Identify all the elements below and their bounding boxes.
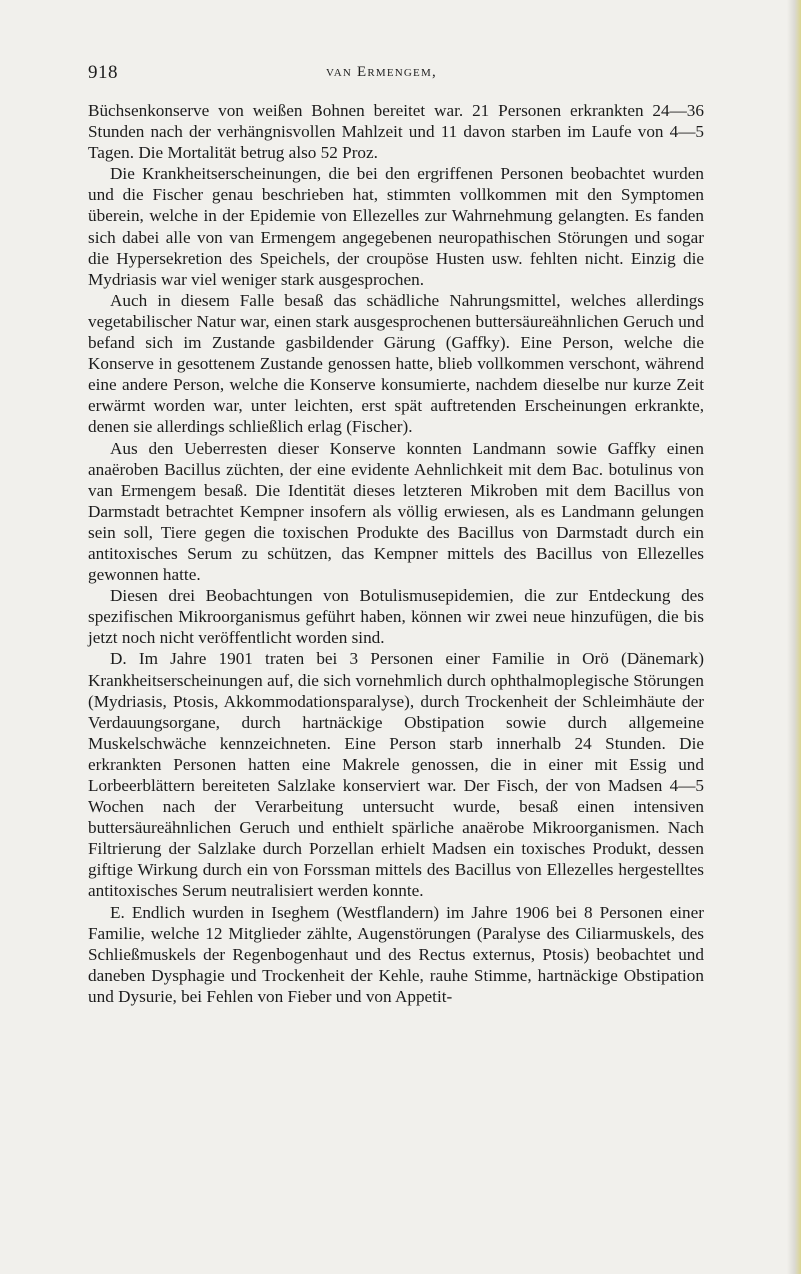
paragraph: Aus den Ueberresten dieser Konserve konnten Landmann sowie Gaffky einen anaëroben Bacillus züchten, der eine evidente Aehnlichkeit mit dem Bac. botulinus von van Ermengem besaß. Die Identität dieses letzteren Mikroben mit dem Bacillus von Darmstadt betrachtet Kempner insofern als völlig erwiesen, als es Landmann gelungen sein soll, Tiere gegen die toxischen Produkte des Bacillus von Darmstadt durch ein antitoxisches Serum zu schützen, das Kempner mittels des Bacillus von Ellezelles gewonnen hatte. — [88, 438, 704, 585]
page-edge-shadow — [787, 0, 801, 1274]
running-head: van Ermengem, — [326, 64, 437, 80]
paragraph: Diesen drei Beobachtungen von Botulismusepidemien, die zur Entdeckung des spezifischen Mikroorganismus geführt haben, können wir zwei neue hinzufügen, die bis jetzt noch nicht veröffentlicht worden sind. — [88, 586, 704, 648]
paragraph: Büchsenkonserve von weißen Bohnen bereitet war. 21 Personen erkrankten 24—36 Stunden nach der verhängnisvollen Mahlzeit und 11 davon starben im Laufe von 4—5 Tagen. Die Mortalität betrug also 52 Proz. — [88, 101, 704, 163]
paragraph: Die Krankheitserscheinungen, die bei den ergriffenen Personen beobachtet wurden und die Fischer genau beschrieben hat, stimmten vollkommen mit den Symptomen überein, welche in der Epidemie von Ellezelles zur Wahrnehmung gelangten. Es fanden sich dabei alle von van Ermengem angegebenen neuropathischen Störungen und sogar die Hypersekretion des Speichels, der croupöse Husten usw. fehlten nicht. Einzig die Mydriasis war viel weniger stark ausgesprochen. — [88, 164, 704, 289]
paragraph: D. Im Jahre 1901 traten bei 3 Personen einer Familie in Orö (Dänemark) Krankheitserscheinungen auf, die sich vornehmlich durch ophthalmoplegische Störungen (Mydriasis, Ptosis, Akkommodationsparalyse), durch Trockenheit der Schleimhäute der Verdauungsorgane, durch hartnäckige Obstipation sowie durch allgemeine Muskelschwäche kennzeichneten. Eine Person starb innerhalb 24 Stunden. Die erkrankten Personen hatten eine Makrele genossen, die in einer mit Essig und Lorbeerblättern bereiteten Salzlake konserviert war. Der Fisch, der von Madsen 4—5 Wochen nach der Verarbeitung untersucht wurde, besaß einen intensiven buttersäureähnlichen Geruch und enthielt spärliche anaërobe Mikroorganismen. Nach Filtrierung der Salzlake durch Porzellan erhielt Madsen ein toxisches Produkt, dessen giftige Wirkung durch ein von Forssman mittels des Bacillus von Ellezelles hergestelltes antitoxisches Serum neutralisiert werden konnte. — [88, 649, 704, 901]
page-number: 918 — [88, 62, 118, 83]
body-text — [88, 100, 704, 1007]
paragraph: Auch in diesem Falle besaß das schädliche Nahrungsmittel, welches allerdings vegetabilischer Natur war, einen stark ausgesprochenen buttersäureähnlichen Geruch und befand sich im Zustande gasbildender Gärung (Gaffky). Eine Person, welche die Konserve in gesottenem Zustande genossen hatte, blieb vollkommen verschont, während eine andere Person, welche die Konserve konsumierte, nachdem dieselbe nur kurze Zeit erwärmt worden war, unter leichten, erst spät auftretenden Erscheinungen erkrankte, denen sie allerdings schließlich erlag (Fischer). — [88, 290, 704, 437]
paragraph: E. Endlich wurden in Iseghem (Westflandern) im Jahre 1906 bei 8 Personen einer Familie, welche 12 Mitglieder zählte, Augenstörungen (Paralyse des Ciliarmuskels, des Schließmuskels der Regenbogenhaut und des Rectus externus, Ptosis) beobachtet und daneben Dysphagie und Trockenheit der Kehle, rauhe Stimme, hartnäckige Obstipation und Dysurie, bei Fehlen von Fieber und von Appetit- — [88, 902, 704, 1006]
page-header — [88, 62, 708, 88]
